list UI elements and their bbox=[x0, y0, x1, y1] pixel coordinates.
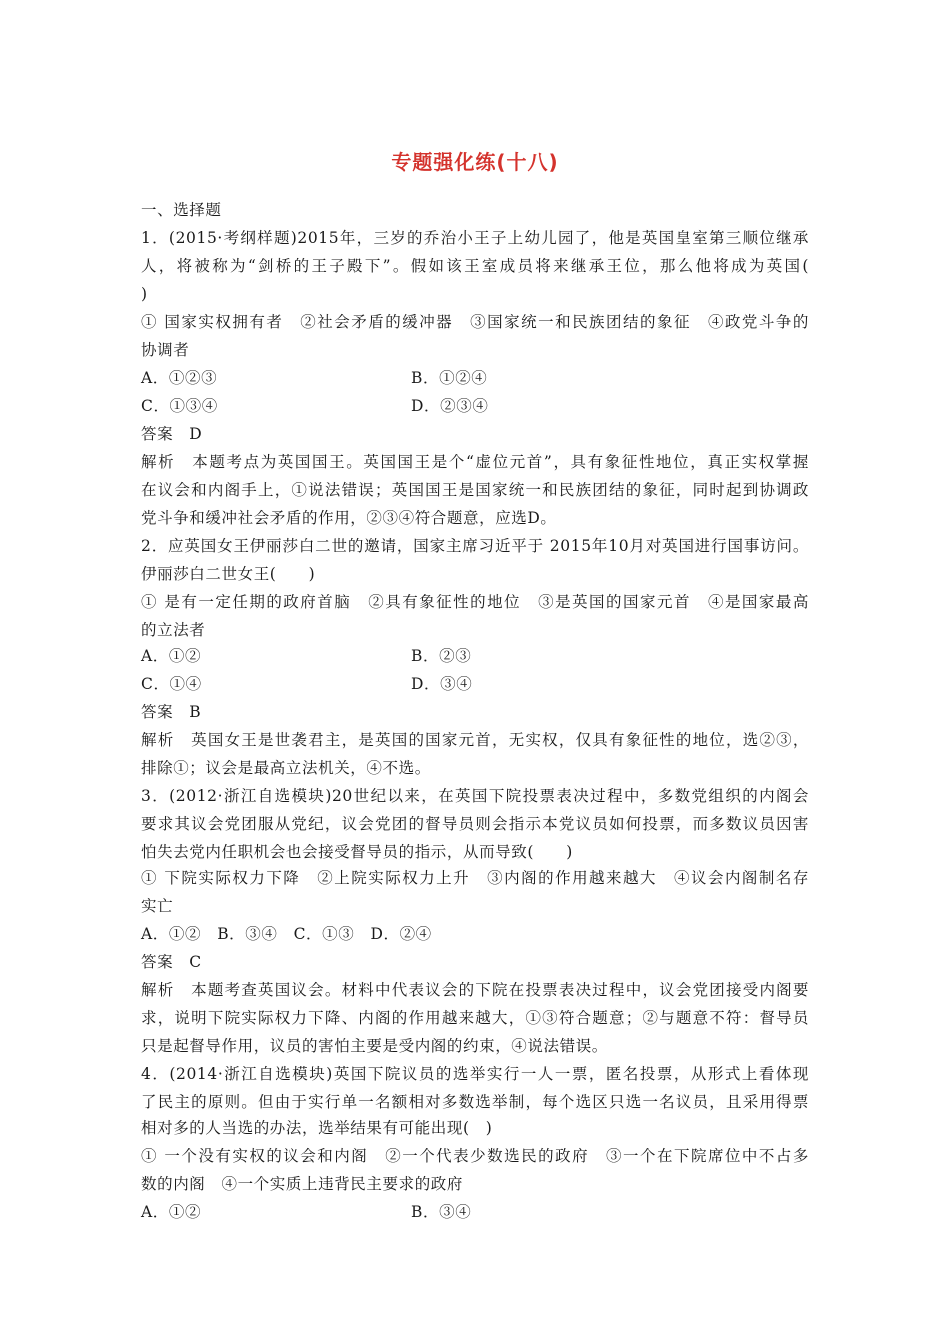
q1-explanation-line: 在议会和内阁手上，①说法错误；英国国王是国家统一和民族团结的象征，同时起到协调政 bbox=[141, 481, 809, 499]
q3-answer: 答案 C bbox=[141, 953, 202, 971]
q3-statements-line: 实亡 bbox=[141, 897, 174, 915]
q1-stem-line: 1．(2015·考纲样题)2015年，三岁的乔治小王子上幼儿园了，他是英国皇室第三顺位继承 bbox=[141, 229, 809, 247]
q1-choice-c: C．①③④ bbox=[141, 397, 218, 415]
q1-explanation-line: 党斗争和缓冲社会矛盾的作用，②③④符合题意，应选D。 bbox=[141, 509, 557, 527]
q3-stem-line: 怕失去党内任职机会也会接受督导员的指示，从而导致( ) bbox=[141, 843, 573, 861]
q1-choice-row bbox=[141, 396, 489, 416]
q4-statements-line: 数的内阁 ④一个实质上违背民主要求的政府 bbox=[141, 1175, 464, 1193]
q3-stem-line: 3．(2012·浙江自选模块)20世纪以来，在英国下院投票表决过程中，多数党组织的内阁会 bbox=[141, 787, 809, 805]
q2-choice-row bbox=[141, 646, 472, 666]
q1-statements-line: 协调者 bbox=[141, 341, 190, 359]
q2-answer: 答案 B bbox=[141, 703, 202, 721]
q2-stem-line: 2．应英国女王伊丽莎白二世的邀请，国家主席习近平于 2015年10月对英国进行国事访问。 bbox=[141, 537, 809, 555]
q3-explanation-line: 解析 本题考查英国议会。材料中代表议会的下院在投票表决过程中，议会党团接受内阁要 bbox=[141, 981, 809, 999]
q2-statements-line: ① 是有一定任期的政府首脑 ②具有象征性的地位 ③是英国的国家元首 ④是国家最高 bbox=[141, 593, 809, 611]
q2-stem-line: 伊丽莎白二世女王( ) bbox=[141, 565, 316, 583]
q1-answer: 答案 D bbox=[141, 425, 203, 443]
q1-statements-line: ① 国家实权拥有者 ②社会矛盾的缓冲器 ③国家统一和民族团结的象征 ④政党斗争的 bbox=[141, 313, 809, 331]
q1-choice-a: A．①②③ bbox=[141, 369, 218, 387]
q4-choice-a: A．①② bbox=[141, 1203, 202, 1221]
q4-statements-line: ① 一个没有实权的议会和内阁 ②一个代表少数选民的政府 ③一个在下院席位中不占多 bbox=[141, 1147, 809, 1165]
q2-choice-d: D．③④ bbox=[411, 675, 473, 693]
q2-choice-b: B．②③ bbox=[411, 647, 472, 665]
q3-stem-line: 要求其议会党团服从党纪，议会党团的督导员则会指示本党议员如何投票，而多数议员因害 bbox=[141, 815, 809, 833]
q2-explanation-line: 排除①；议会是最高立法机关，④不选。 bbox=[141, 759, 431, 777]
q2-explanation-line: 解析 英国女王是世袭君主，是英国的国家元首，无实权，仅具有象征性的地位，选②③， bbox=[141, 731, 809, 749]
page-title: 专题强化练(十八) bbox=[391, 150, 559, 174]
section-heading: 一、选择题 bbox=[141, 201, 222, 219]
q2-statements-line: 的立法者 bbox=[141, 621, 206, 639]
q2-choice-c: C．①④ bbox=[141, 675, 202, 693]
q4-stem-line: 4．(2014·浙江自选模块)英国下院议员的选举实行一人一票，匿名投票，从形式上看体现 bbox=[141, 1065, 809, 1083]
q1-explanation-line: 解析 本题考点为英国国王。英国国王是个“虚位元首”，具有象征性地位，真正实权掌握 bbox=[141, 453, 809, 471]
q4-stem-line: 相对多的人当选的办法，选举结果有可能出现( ) bbox=[141, 1119, 493, 1137]
q1-choice-d: D．②③④ bbox=[411, 397, 489, 415]
q4-choice-row bbox=[141, 1202, 472, 1222]
q1-choice-b: B．①②④ bbox=[411, 369, 488, 387]
q2-choice-a: A．①② bbox=[141, 647, 202, 665]
q3-explanation-line: 求，说明下院实际权力下降、内阁的作用越来越大，①③符合题意；②与题意不符：督导员 bbox=[141, 1009, 809, 1027]
q1-choice-row bbox=[141, 368, 488, 388]
q3-statements-line: ① 下院实际权力下降 ②上院实际权力上升 ③内阁的作用越来越大 ④议会内阁制名存 bbox=[141, 869, 809, 887]
q4-choice-b: B．③④ bbox=[411, 1203, 472, 1221]
q3-explanation-line: 只是起督导作用，议员的害怕主要是受内阁的约束，④说法错误。 bbox=[141, 1037, 608, 1055]
q2-choice-row bbox=[141, 674, 473, 694]
q4-stem-line: 了民主的原则。但由于实行单一名额相对多数选举制，每个选区只选一名议员，且采用得票 bbox=[141, 1093, 809, 1111]
q1-stem-line: 人，将被称为“剑桥的王子殿下”。假如该王室成员将来继承王位，那么他将成为英国( bbox=[141, 257, 809, 275]
q1-stem-line: ) bbox=[141, 285, 148, 303]
q3-choices: A．①② B．③④ C．①③ D．②④ bbox=[141, 925, 432, 943]
